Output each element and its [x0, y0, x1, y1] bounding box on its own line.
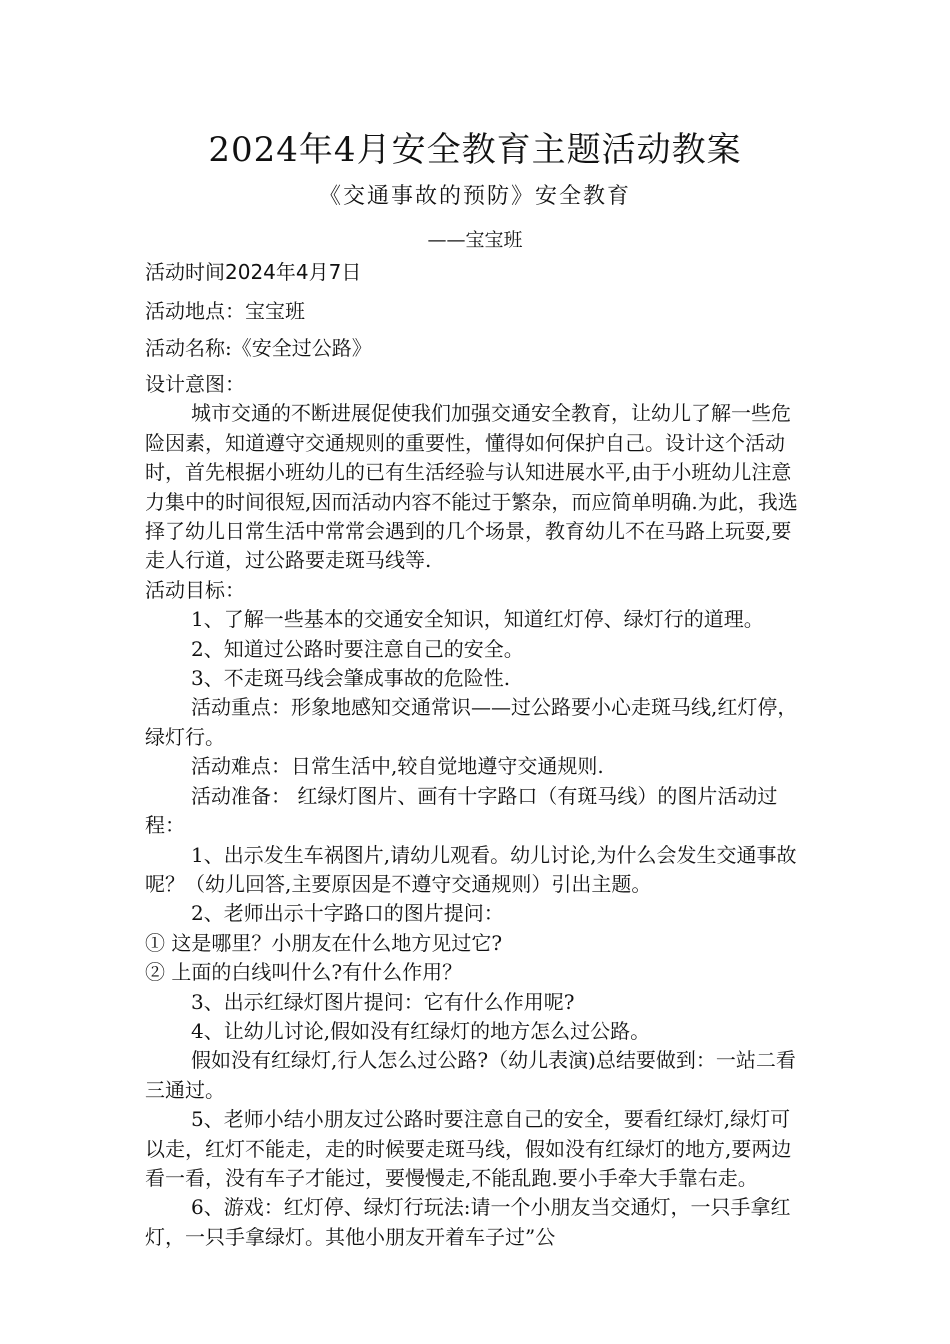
paragraph: 4、让幼儿讨论,假如没有红绿灯的地方怎么过公路。 [191, 1018, 651, 1043]
paragraph: 活动准备： 红绿灯图片、画有十字路口（有斑马线）的图片活动过程： [145, 783, 778, 838]
paragraph: 活动重点：形象地感知交通常识——过公路要小心走斑马线,红灯停，绿灯行。 [145, 695, 798, 749]
paragraph: 2、知道过公路时要注意自己的安全。 [191, 636, 524, 661]
list-item: ① 这是哪里？小朋友在什么地方见过它? [145, 930, 503, 955]
activity-name: 活动名称:《安全过公路》 [145, 336, 372, 360]
document-body [145, 370, 810, 1252]
paragraph: 假如没有红绿灯,行人怎么过公路?（幼儿表演)总结要做到：一站二看三通过。 [145, 1048, 796, 1102]
paragraph: 2、老师出示十字路口的图片提问： [191, 901, 504, 926]
activity-place: 活动地点：宝宝班 [145, 299, 305, 323]
paragraph: 3、不走斑马线会肇成事故的危险性. [191, 666, 511, 691]
paragraph: 活动难点：日常生活中,较自觉地遵守交通规则. [191, 754, 604, 779]
paragraph: 5、老师小结小朋友过公路时要注意自己的安全，要看红绿灯,绿灯可以走，红灯不能走，走的时候要走斑马线，假如没有红绿灯的地方,要两边看一看，没有车子才能过，要慢慢走,不能乱跑.要小手牵大手靠右走。 [145, 1107, 792, 1190]
activity-time: 活动时间2024年4月7日 [145, 260, 362, 284]
document-subtitle: 《交通事故的预防》安全教育 [318, 184, 631, 209]
list-item: ② 上面的白线叫什么?有什么作用？ [145, 960, 463, 985]
paragraph: 3、出示红绿灯图片提问：它有什么作用呢? [191, 989, 575, 1014]
document-byline: ——宝宝班 [427, 229, 523, 251]
paragraph: 6、游戏：红灯停、绿灯行玩法:请一个小朋友当交通灯，一只手拿红灯，一只手拿绿灯。其他小朋友开着车子过”公 [145, 1195, 791, 1249]
section-heading: 设计意图： [145, 372, 245, 396]
section-heading: 活动目标： [145, 577, 245, 602]
paragraph: 1、出示发生车祸图片,请幼儿观看。幼儿讨论,为什么会发生交通事故呢？（幼儿回答,主要原因是不遵守交通规则）引出主题。 [145, 842, 797, 896]
document-title: 2024年4月安全教育主题活动教案 [208, 130, 742, 170]
paragraph: 1、了解一些基本的交通安全知识，知道红灯停、绿灯行的道理。 [191, 607, 764, 632]
paragraph: 城市交通的不断进展促使我们加强交通安全教育，让幼儿了解一些危险因素，知道遵守交通规则的重要性，懂得如何保护自己。设计这个活动时，首先根据小班幼儿的已有生活经验与认知进展水平,由于小班幼儿注意力集中的时间很短,因而活动内容不能过于繁杂，而应简单明确.为此，我选择了幼儿日常生活中常常会遇到的几个场景，教育幼儿不在马路上玩耍,要走人行道，过公路要走斑马线等. [145, 401, 798, 573]
